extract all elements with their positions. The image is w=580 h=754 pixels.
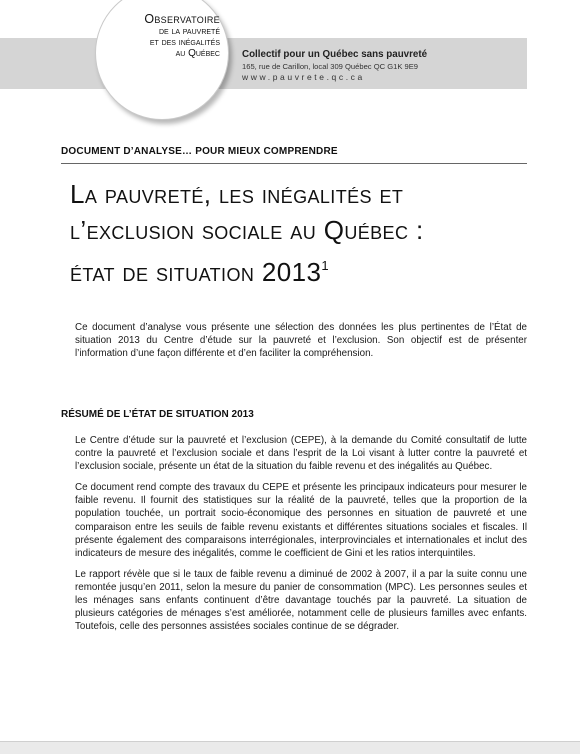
- section-heading: RÉSUMÉ DE L’ÉTAT DE SITUATION 2013: [61, 409, 254, 420]
- summary-paragraph-1: Le Centre d’étude sur la pauvreté et l’exclusion (CEPE), à la demande du Comité consultatif de lutte contre la pauvreté et l’exclusion sociale et dans l’esprit de la Loi visant à lutter contre la pauvreté et l’exclusion sociale, présente un état de la situation du faible revenu et des inégalités au Québec.: [75, 435, 527, 473]
- observatoire-logo: [90, 12, 220, 60]
- org-name: Collectif pour un Québec sans pauvreté: [242, 49, 428, 60]
- header-divider: [61, 163, 527, 164]
- logo-line-2: de la pauvreté: [158, 26, 220, 37]
- org-url[interactable]: www.pauvrete.qc.ca: [242, 72, 365, 82]
- summary-body: [75, 434, 527, 641]
- title-line-3-text: état de situation 2013: [70, 257, 322, 287]
- org-address: 165, rue de Carillon, local 309 Québec QC G1K 9E9: [242, 62, 419, 71]
- title-footnote-marker[interactable]: 1: [321, 258, 329, 273]
- org-contact-block: [242, 49, 427, 82]
- summary-paragraph-3: Le rapport révèle que si le taux de faible revenu a diminué de 2002 à 2007, il a par la suite connu une remontée jusqu’en 2011, selon la mesure du panier de consommation (MPC). Les personnes seules et les ménages sans enfants continuent d’être davantage touchés par la pauvreté. La situation de plusieurs catégories de ménages s’est améliorée, notamment celle de plusieurs familles avec enfants. Toutefois, celle des personnes assistées sociales continue de se dégrader.: [75, 568, 527, 633]
- title-line-2: l’exclusion sociale au Québec :: [70, 215, 424, 245]
- document-title: [70, 176, 540, 290]
- document-type-label: DOCUMENT D’ANALYSE… POUR MIEUX COMPRENDRE: [61, 146, 338, 157]
- title-line-3: [70, 248, 540, 290]
- logo-line-4: au Québec: [175, 48, 220, 60]
- title-line-1: La pauvreté, les inégalités et: [70, 179, 404, 209]
- logo-line-3: et des inégalités: [149, 37, 220, 49]
- page-bottom-edge: [0, 741, 580, 754]
- intro-paragraph: Ce document d’analyse vous présente une sélection des données les plus pertinentes de l’État de situation 2013 du Centre d’étude sur la pauvreté et l’exclusion. Son objectif est de présenter l’information d’une façon différente et d’en faciliter la compréhension.: [75, 322, 527, 360]
- summary-paragraph-2: Ce document rend compte des travaux du CEPE et présente les principaux indicateurs pour mesurer le faible revenu. Il fournit des statistiques sur la réalité de la pauvreté, telles que la proportion de la population touchée, un portrait socio-économique des personnes en situation de pauvreté et une comparaison entre les seuils de faible revenu existants et différentes situations sociales et fiscales. Il présente également des comparaisons interrégionales, interprovinciales et internationales et inclut des indicateurs de mesure des inégalités, comme le coefficient de Gini et les ratios interquintiles.: [75, 482, 527, 559]
- logo-line-1: Observatoire: [144, 12, 220, 26]
